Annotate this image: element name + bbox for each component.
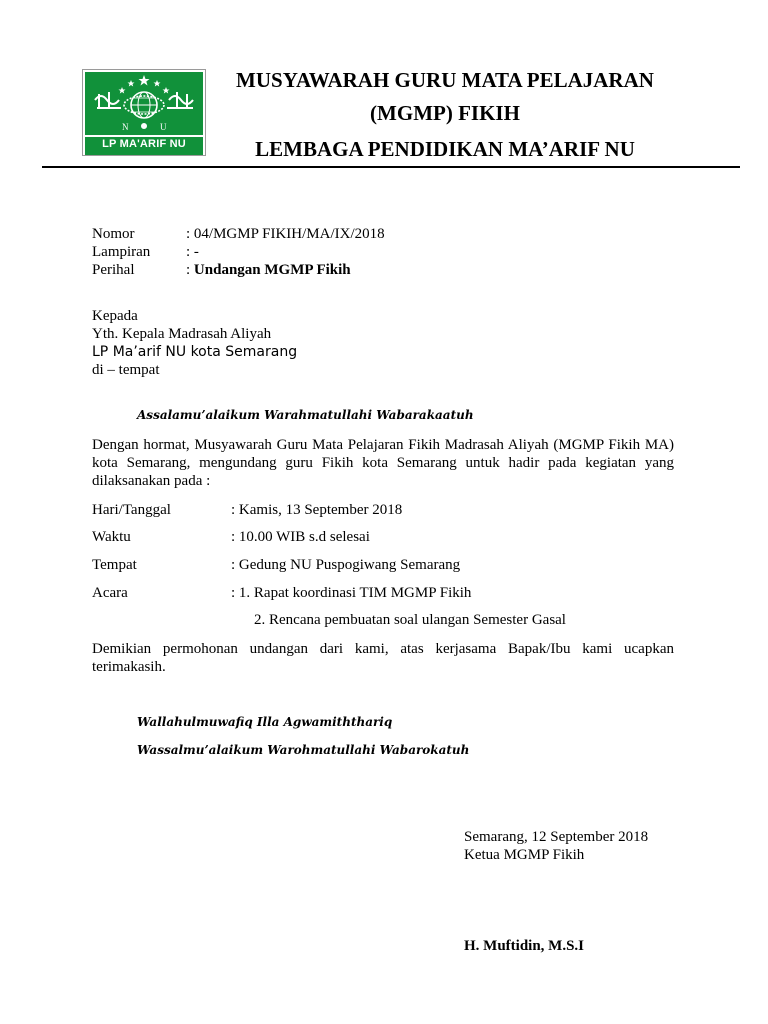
tempat-value: : Gedung NU Puspogiwang Semarang [231,557,461,573]
letterhead-title: MUSYAWARAH GURU MATA PELAJARAN [236,68,654,92]
waktu-value: : 10.00 WIB s.d selesai [231,529,370,545]
nu-emblem [85,72,203,135]
nomor-label: Nomor [92,226,135,242]
svg-text:N: N [122,122,129,132]
recipient-institution: LP Ma’arif NU kota Semarang [92,344,298,360]
acara-item-2: 2. Rencana pembuatan soal ulangan Semester Gasal [254,612,566,628]
closing-salam: Wassalmu’alaikum Warohmatullahi Wabarokatuh [137,743,470,757]
signature-position: Ketua MGMP Fikih [464,847,585,863]
acara-label: Acara [92,585,128,601]
lp-maarif-nu-logo [82,69,206,156]
recipient-location: di – tempat [92,362,160,378]
hari-value: : Kamis, 13 September 2018 [231,502,403,518]
waktu-label: Waktu [92,529,131,545]
signature-place-date: Semarang, 12 September 2018 [464,829,649,845]
lampiran-value: : - [186,244,199,260]
perihal-label: Perihal [92,262,135,278]
nomor-value: : 04/MGMP FIKIH/MA/IX/2018 [186,226,385,242]
lampiran-label: Lampiran [92,244,151,260]
acara-item-1: : 1. Rapat koordinasi TIM MGMP Fikih [231,585,472,601]
hari-label: Hari/Tanggal [92,502,171,518]
perihal-prefix: : [186,262,194,278]
letterhead-divider [42,166,740,168]
logo-label: LP MA'ARIF NU [102,138,186,150]
recipient-kepada: Kepada [92,308,138,324]
closing-prayer: Wallahulmuwafiq Illa Agwamiththariq [137,715,393,729]
letterhead-subtitle: (MGMP) FIKIH [370,101,520,125]
logo-label-bar [85,135,203,155]
recipient-title: Yth. Kepala Madrasah Aliyah [92,326,272,342]
perihal-row [186,261,351,279]
opening-greeting: Assalamu’alaikum Warahmatullahi Wabarakaatuh [137,408,474,422]
tempat-label: Tempat [92,557,137,573]
perihal-value: Undangan MGMP Fikih [193,262,351,278]
svg-text:U: U [160,122,167,132]
closing-paragraph: Demikian permohonan undangan dari kami, atas kerjasama Bapak/Ibu kami ucapkan terimakasih. [92,641,674,675]
signature-name: H. Muftidin, M.S.I [464,938,585,954]
letterhead-organization: LEMBAGA PENDIDIKAN MA’ARIF NU [255,137,635,161]
globe-emblem-icon [85,72,203,135]
intro-paragraph: Dengan hormat, Musyawarah Guru Mata Pelajaran Fikih Madrasah Aliyah (MGMP Fikih MA) kota Semarang, mengundang guru Fikih kota Semarang untuk hadir pada kegiatan yang dilaksanakan pada : [92,437,674,489]
